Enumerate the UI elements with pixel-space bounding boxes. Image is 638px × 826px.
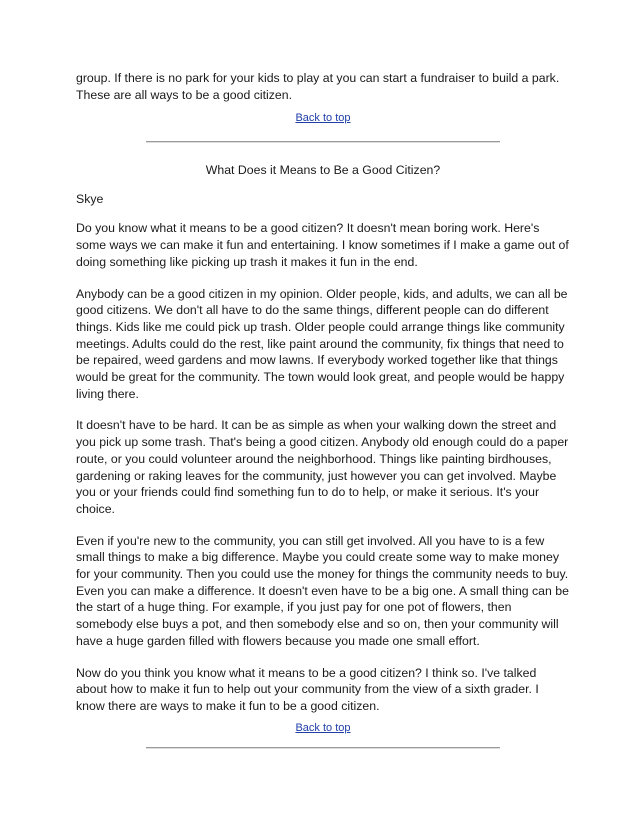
document-page <box>76 70 570 749</box>
essay-paragraph: Anybody can be a good citizen in my opinion. Older people, kids, and adults, we can all be good citizens. We don't all have to do the same things, different people can do different things. Kids like me could pick up trash. Older people could arrange things like community meetings. Adults could do the rest, like paint around the community, fix things that need to be repaired, weed gardens and mow lawns. If everybody worked together like that things would be great for the community. The town would look great, and people would be happy living there. <box>76 286 568 401</box>
back-to-top-link[interactable]: Back to top <box>295 112 351 125</box>
essay-paragraph: Do you know what it means to be a good citizen? It doesn't mean boring work. Here's some ways we can make it fun and entertaining. I know sometimes if I make a game out of doing something like picking up trash it makes it fun in the end. <box>76 221 569 269</box>
back-to-top-row <box>76 721 570 735</box>
essay-paragraph: It doesn't have to be hard. It can be as simple as when your walking down the street and you pick up some trash. That's being a good citizen. Anybody old enough could do a paper route, or you could volunteer around the neighborhood. Things like painting birdhouses, gardening or raking leaves for the community, just however you can get involved. Maybe you or your friends could find something fun to do to help, or make it serious. It's your choice. <box>76 418 569 516</box>
back-to-top-row <box>76 111 570 125</box>
essay-title: What Does it Means to Be a Good Citizen? <box>205 163 441 178</box>
essay-paragraph: Now do you think you know what it means to be a good citizen? I think so. I've talked about how to make it fun to help out your community from the view of a sixth grader. I know there are ways to make it fun to be a good citizen. <box>76 665 539 713</box>
horizontal-rule <box>146 141 500 143</box>
essay-author: Skye <box>76 192 104 207</box>
intro-paragraph: group. If there is no park for your kids to play at you can start a fundraiser to build a park. These are all ways to be a good citizen. <box>76 71 560 102</box>
essay-paragraph: Even if you're new to the community, you can still get involved. All you have to is a few small things to make a big difference. Maybe you could create some way to make money for your community. Then you could use the money for things the community needs to buy. Even you can make a difference. It doesn't even have to be a big one. A small thing can be the start of a huge thing. For example, if you just pay for one pot of flowers, then somebody else buys a pot, and then somebody else and so on, then your community will have a huge garden filled with flowers because you made one small effort. <box>76 533 569 648</box>
back-to-top-link[interactable]: Back to top <box>295 721 351 734</box>
horizontal-rule <box>146 747 500 749</box>
